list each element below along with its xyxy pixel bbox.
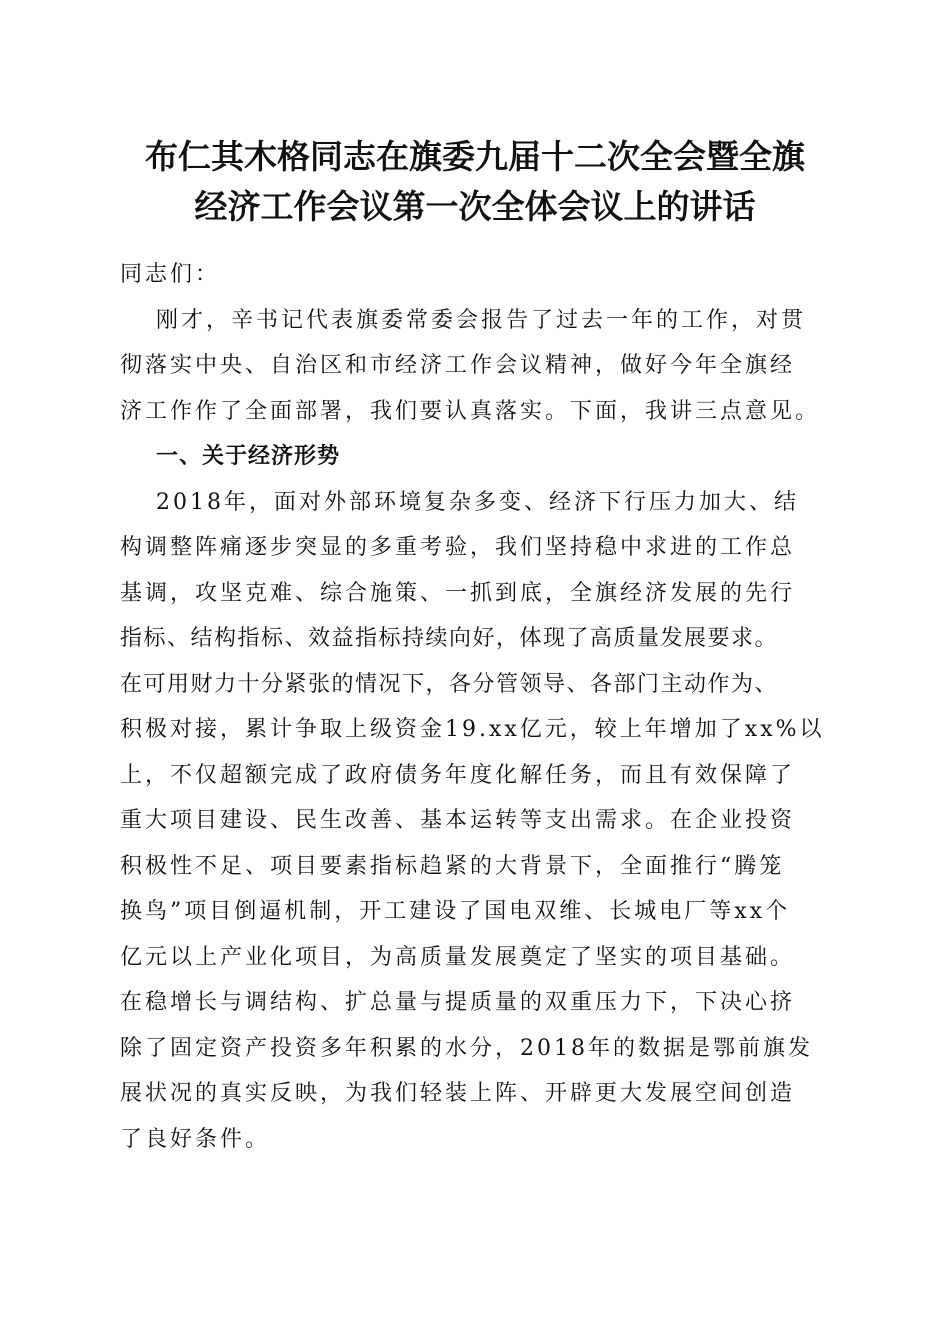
paragraph-2-line-5: 在可用财力十分紧张的情况下，各分管领导、各部门主动作为、 xyxy=(120,671,779,697)
paragraph-2-line-4: 指标、结构指标、效益指标持续向好，体现了高质量发展要求。 xyxy=(120,626,779,651)
document-body xyxy=(120,252,832,1162)
title-line-2: 经济工作会议第一次全体会议上的讲话 xyxy=(194,187,756,226)
paragraph-2-line-13: 除了固定资产投资多年积累的水分，2018年的数据是鄂前旗发 xyxy=(120,1035,813,1061)
section-1-heading: 一、关于经济形势 xyxy=(156,444,341,469)
paragraph-2-line-2: 构调整阵痛逐步突显的多重考验，我们坚持稳中求进的工作总 xyxy=(120,535,796,560)
paragraph-2-line-1: 2018年，面对外部环境复杂多变、经济下行压力加大、结 xyxy=(156,489,799,515)
paragraph-2-line-9: 积极性不足、项目要素指标趋紧的大背景下，全面推行“腾笼 xyxy=(120,853,785,879)
paragraph-1-line-2: 彻落实中央、自治区和市经济工作会议精神，做好今年全旗经 xyxy=(120,353,796,378)
paragraph-2-line-15: 了良好条件。 xyxy=(120,1126,271,1152)
salutation: 同志们： xyxy=(120,262,221,287)
paragraph-2-line-7: 上，不仅超额完成了政府债务年度化解任务，而且有效保障了 xyxy=(120,762,796,788)
paragraph-2-line-6: 积极对接，累计争取上级资金19.xx亿元，较上年增加了xx%以 xyxy=(120,717,825,742)
paragraph-2-line-10: 换鸟”项目倒逼机制，开工建设了国电双维、长城电厂等xx个 xyxy=(120,899,791,924)
paragraph-1-line-3: 济工作作了全面部署，我们要认真落实。下面，我讲三点意见。 xyxy=(120,398,821,424)
paragraph-2-line-11: 亿元以上产业化项目，为高质量发展奠定了坚实的项目基础。 xyxy=(120,944,796,970)
paragraph-2-line-14: 展状况的真实反映，为我们轻装上阵、开辟更大发展空间创造 xyxy=(120,1081,796,1106)
paragraph-2-line-3: 基调，攻坚克难、综合施策、一抓到底，全旗经济发展的先行 xyxy=(120,580,796,606)
paragraph-2-line-8: 重大项目建设、民生改善、基本运转等支出需求。在企业投资 xyxy=(120,808,796,833)
paragraph-1-line-1: 刚才，辛书记代表旗委常委会报告了过去一年的工作，对贯 xyxy=(156,307,807,333)
paragraph-2-line-12: 在稳增长与调结构、扩总量与提质量的双重压力下，下决心挤 xyxy=(120,990,796,1015)
title-line-1: 布仁其木格同志在旗委九届十二次全会暨全旗 xyxy=(145,137,805,176)
document-title xyxy=(100,132,850,232)
